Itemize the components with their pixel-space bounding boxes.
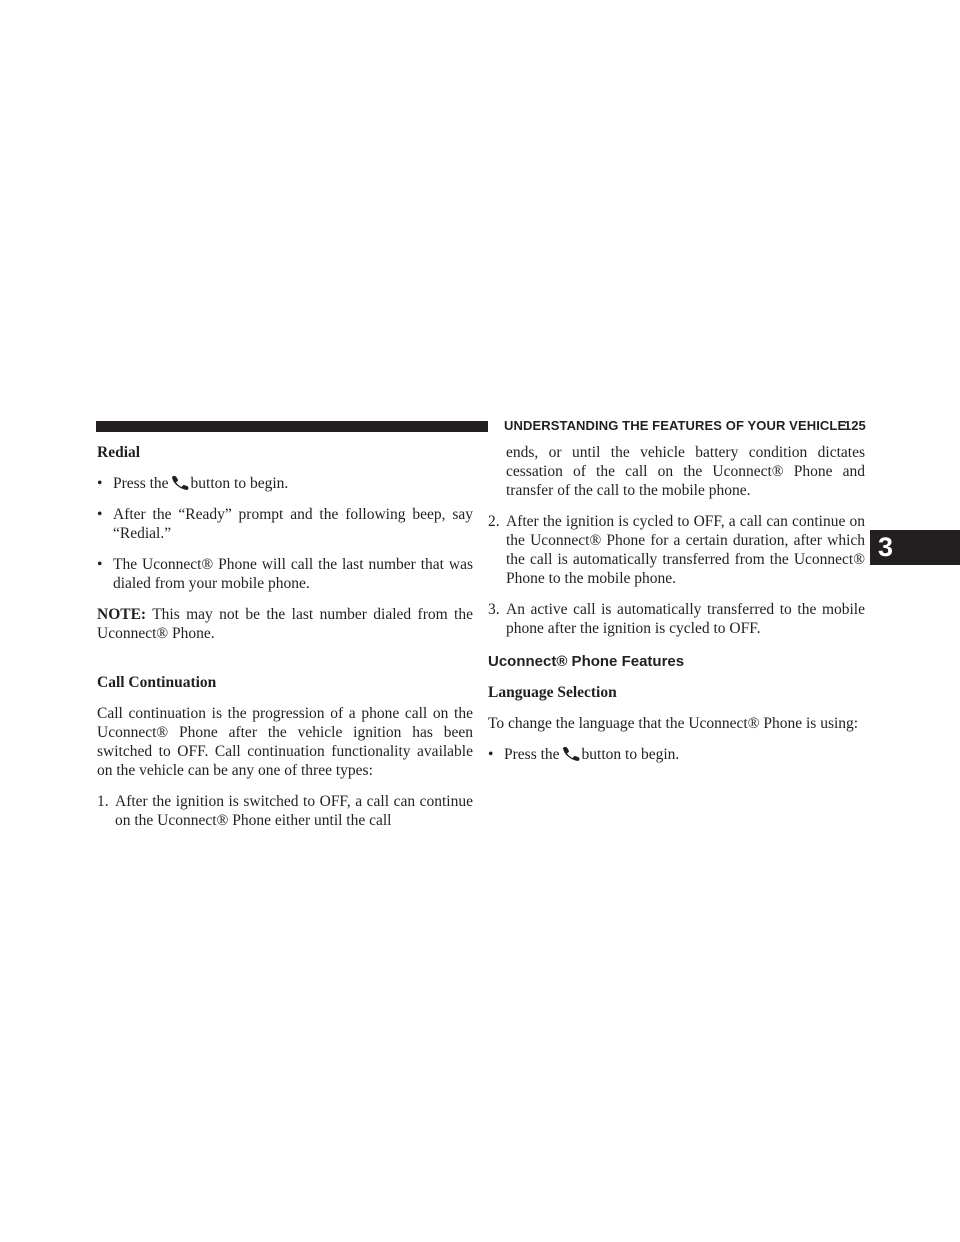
item-number: 2. bbox=[488, 513, 500, 530]
list-item bbox=[97, 474, 473, 493]
bullet-dot: • bbox=[97, 506, 103, 523]
item1-continued: ends, or until the vehicle battery condition dictates cessation of the call on the Uconnect® Phone and transfer of the call to the mobile phone. bbox=[506, 444, 865, 499]
note-label: NOTE: bbox=[97, 606, 147, 623]
left-column bbox=[97, 443, 473, 830]
item-text: After the ignition is switched to OFF, a call can continue on the Uconnect® Phone either until the call bbox=[115, 793, 473, 829]
call-continuation-intro: Call continuation is the progression of a phone call on the Uconnect® Phone after the vehicle ignition has been switched to OFF. Call continuation functionality available on the vehicle can be any one of three types: bbox=[97, 705, 473, 779]
section-title: UNDERSTANDING THE FEATURES OF YOUR VEHICLE bbox=[504, 418, 847, 433]
numbered-item bbox=[97, 792, 473, 830]
chapter-tab bbox=[870, 530, 960, 565]
item-text: An active call is automatically transferred to the mobile phone after the ignition is cycled to OFF. bbox=[506, 601, 865, 637]
bullet-text: After the “Ready” prompt and the following beep, say “Redial.” bbox=[113, 506, 473, 542]
numbered-item bbox=[488, 600, 865, 638]
features-heading: Uconnect® Phone Features bbox=[488, 653, 685, 670]
note-paragraph bbox=[97, 605, 473, 643]
bullet-text-before: Press the bbox=[113, 475, 169, 492]
language-heading: Language Selection bbox=[488, 684, 617, 701]
phone-icon bbox=[170, 475, 190, 490]
bullet-text: The Uconnect® Phone will call the last number that was dialed from your mobile phone. bbox=[113, 556, 473, 592]
language-intro: To change the language that the Uconnect® Phone is using: bbox=[488, 715, 859, 732]
note-text: This may not be the last number dialed from the Uconnect® Phone. bbox=[97, 606, 473, 642]
item-number: 3. bbox=[488, 601, 500, 618]
list-item bbox=[97, 555, 473, 593]
list-item bbox=[488, 745, 865, 764]
bullet-dot: • bbox=[97, 556, 103, 573]
bullet-text-after: button to begin. bbox=[581, 746, 680, 763]
bullet-text-before: Press the bbox=[504, 746, 560, 763]
item-number: 1. bbox=[97, 793, 109, 810]
right-column bbox=[488, 443, 865, 764]
header-rule bbox=[96, 421, 488, 432]
bullet-dot: • bbox=[97, 475, 103, 492]
numbered-item bbox=[488, 512, 865, 588]
redial-heading: Redial bbox=[97, 444, 141, 461]
item-text: After the ignition is cycled to OFF, a call can continue on the Uconnect® Phone for a certain duration, after which the call is automatically transferred from the Uconnect® Phone to the mobile phone. bbox=[506, 513, 865, 587]
call-continuation-heading: Call Continuation bbox=[97, 674, 217, 691]
page-number: 125 bbox=[844, 418, 866, 433]
list-item bbox=[97, 505, 473, 543]
bullet-dot: • bbox=[488, 746, 494, 763]
phone-icon bbox=[561, 746, 581, 761]
bullet-text-after: button to begin. bbox=[190, 475, 289, 492]
chapter-number: 3 bbox=[878, 532, 894, 562]
